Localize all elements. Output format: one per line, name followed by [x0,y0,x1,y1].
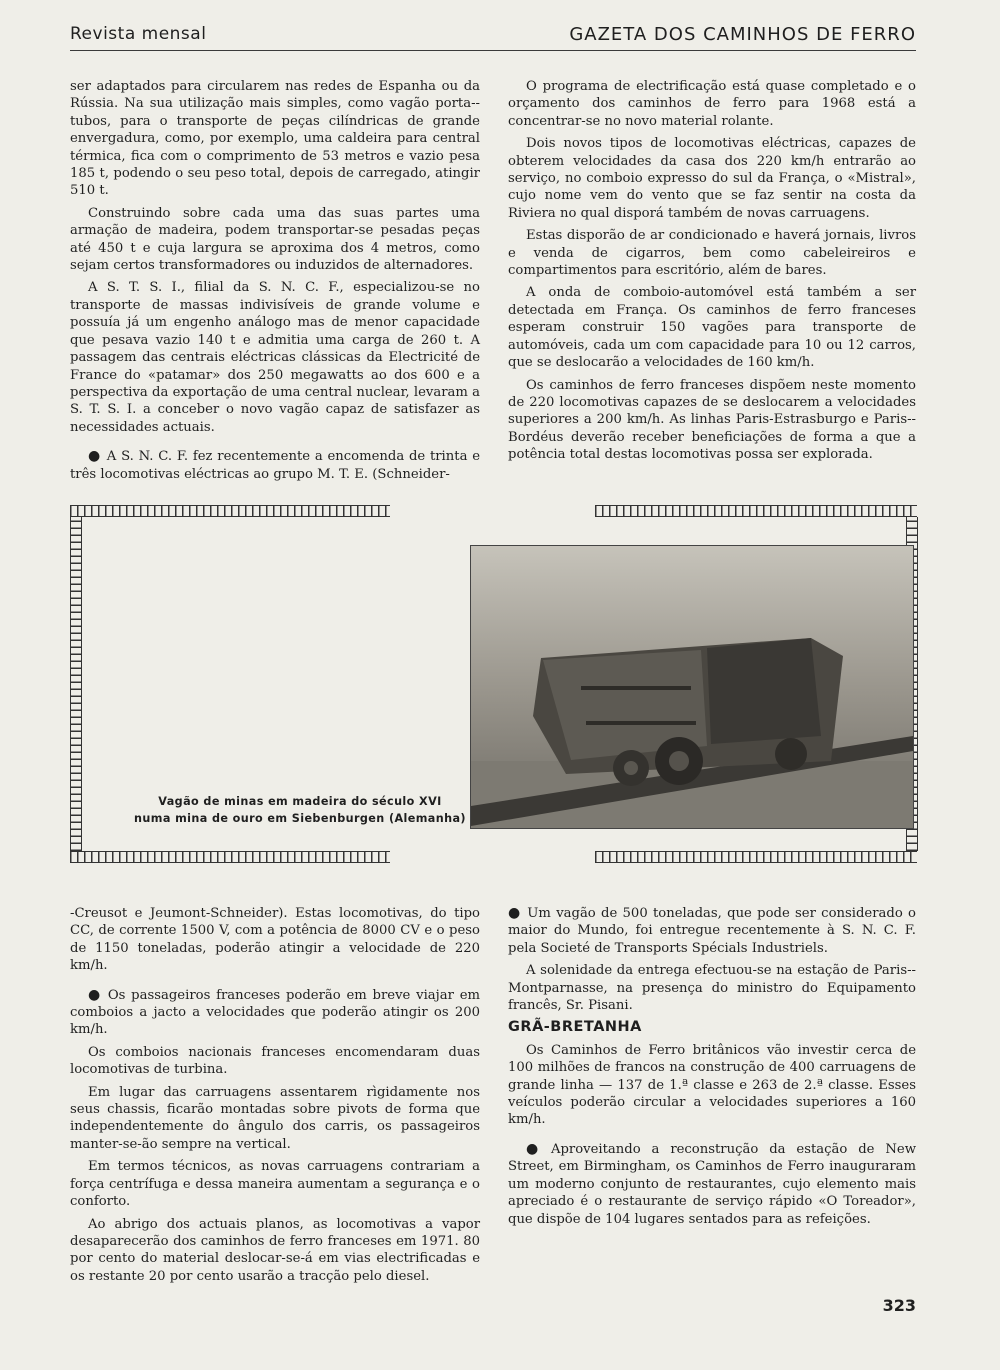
bullet-paragraph [508,1141,916,1228]
paragraph: Em lugar das carruagens assentarem rìgidamente nos seus chassis, ficarão montadas sobre pivots de forma que independentemente do ângulo dos carris, os passageiros manter-se-ão sempre na vertical. [70,1084,480,1152]
paragraph: Os caminhos de ferro franceses dispõem neste momento de 220 locomotivas capazes de se deslocarem a velocidades superiores a 200 km/h. As linhas Paris-Estrasburgo e Paris--Bordéus deverão receber beneficiações de forma a que a potência total destas locomotivas possa ser explorada. [508,377,916,463]
article-column-2 [508,78,916,469]
paragraph: Dois novos tipos de locomotivas eléctricas, capazes de obterem velocidades da casa dos 220 km/h entrarão ao serviço, no comboio expresso do sul da França, o «Mistral», cujo nome vem do vento que se faz sentir na costa da Riviera no qual disporá também de novas carruagens. [508,136,916,221]
decorative-border-top-right [595,505,917,517]
bullet-paragraph [508,905,916,957]
paragraph: A S. T. S. I., filial da S. N. C. F., especializou-se no transporte de massas indivisíveis de grande volume e possuía já um engenho análogo mas de menor capacidade que pesava vazio 140 t e admitia uma carga de 260 t. A passagem das centrais eléctricas clássicas da Electricité de France do «patamar» dos 250 megawatts ao dos 600 e a perspectiva da exportação de uma central nuclear, levaram a S. T. S. I. a conceber o novo vagão capaz de satisfazer as necessidades actuais. [70,280,480,435]
header-magazine-title: GAZETA DOS CAMINHOS DE FERRO [569,24,916,45]
paragraph: Em termos técnicos, as novas carruagens contrariam a força centrífuga e dessa maneira aumentam a segurança e o conforto. [70,1159,480,1210]
paragraph-text: A S. N. C. F. fez recentemente a encomenda de trinta e três locomotivas eléctricas ao grupo M. T. E. (Schneider- [70,449,480,482]
paragraph: -Creusot e Jeumont-Schneider). Estas locomotivas, do tipo CC, de corrente 1500 V, com a potência de 8000 CV e o peso de 1150 toneladas, poderão atingir a velocidade de 220 km/h. [70,906,480,974]
bullet-icon: ● [508,905,522,921]
paragraph: Os comboios nacionais franceses encomendaram duas locomotivas de turbina. [70,1044,480,1078]
page-number: 323 [882,1296,916,1315]
decorative-border-left [70,517,82,851]
bullet-icon: ● [88,448,101,465]
header-publication-frequency: Revista mensal [70,24,207,44]
article-column-1 [70,78,480,488]
decorative-border-bottom-left [70,851,390,863]
paragraph: Ao abrigo dos actuais planos, as locomotivas a vapor desaparecerão dos caminhos de ferro franceses em 1971. 80 por cento do material deslocar-se-á em vias electrificadas e os restante 20 por cento usarão a tracção pelo diesel. [70,1216,480,1284]
section-heading-gra-bretanha: GRÃ-BRETANHA [508,1019,642,1036]
bullet-icon: ● [88,986,102,1003]
paragraph: A onda de comboio-automóvel está também a ser detectada em França. Os caminhos de ferro franceses esperam construir 150 vagões para transporte de automóveis, cada um com capacidade para 10 ou 12 carros, que se deslocarão a velocidades de 160 km/h. [508,285,916,371]
decorative-border-bottom-right [595,851,917,863]
bullet-icon: ● [526,1140,545,1157]
paragraph-text: Aproveitando a reconstrução da estação de New Street, em Birmingham, os Caminhos de Ferro inauguraram um moderno conjunto de restaurantes, cujo elemento mais apreciado é o restaurante de serviço rápido «O Toreador», que dispõe de 104 lugares sentados para as refeições. [508,1141,916,1227]
page-header [70,20,916,51]
bullet-paragraph [70,987,480,1039]
caption-line-2: numa mina de ouro em Siebenburgen (Alemanha) [134,812,466,825]
paragraph: Os Caminhos de Ferro britânicos vão investir cerca de 100 milhões de francos na construção de 400 carruagens de grande linha — 137 de 1.ª classe e 263 de 2.ª classe. Esses veículos poderão circular a velocidades superiores a 160 km/h. [508,1042,916,1128]
caption-line-1: Vagão de minas em madeira do século XVI [158,795,442,808]
paragraph: O programa de electrificação está quase completado e o orçamento dos caminhos de ferro para 1968 está a concentrar-se no novo material rolante. [508,79,916,129]
decorative-border-top-left [70,505,390,517]
figure-box [70,505,918,863]
mine-cart-image [471,546,913,828]
bullet-paragraph [70,448,480,483]
article-column-4 [508,905,916,1233]
figure-caption [110,793,490,827]
paragraph: Construindo sobre cada uma das suas partes uma armação de madeira, podem transportar-se pesadas peças até 450 t e cuja largura se aproxima dos 4 metros, como sejam certos transformadores ou induzidos de alternadores. [70,205,480,274]
mine-cart-photo [470,545,914,829]
paragraph: ser adaptados para circularem nas redes de Espanha ou da Rússia. Na sua utilização mais simples, como vagão porta--tubos, para o transporte de peças cilíndricas de grande envergadura, como, por exemplo, uma caldeira para central térmica, fica com o comprimento de 53 metros e vazio pesa 185 t, podendo o seu peso total, depois de carregado, atingir 510 t. [70,79,480,199]
paragraph-text: Um vagão de 500 toneladas, que pode ser considerado o maior do Mundo, foi entregue recentemente à S. N. C. F. pela Societé de Transports Spécials Industriels. [508,906,916,956]
paragraph: A solenidade da entrega efectuou-se na estação de Paris--Montparnasse, na presença do ministro do Equipamento francês, Sr. Pisani. [508,963,916,1014]
paragraph: Estas disporão de ar condicionado e haverá jornais, livros e venda de cigarros, bem como cabeleireiros e compartimentos para escritório, além de bares. [508,228,916,279]
paragraph-text: Os passageiros franceses poderão em breve viajar em comboios a jacto a velocidades que poderão atingir os 200 km/h. [70,987,480,1038]
article-column-3 [70,905,480,1290]
